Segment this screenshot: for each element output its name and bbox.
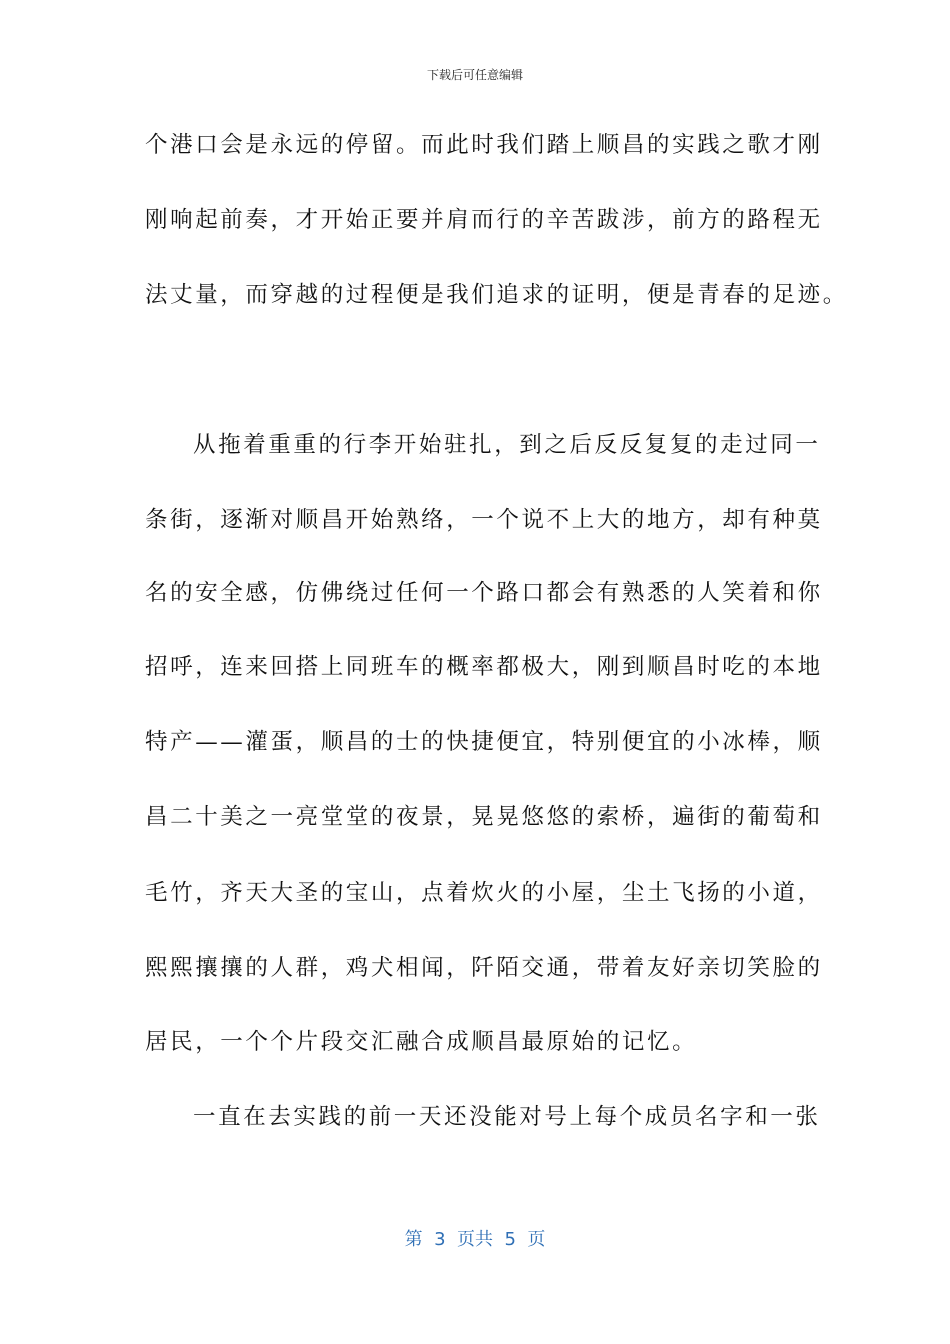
text-line: 法丈量，而穿越的过程便是我们追求的证明，便是青春的足迹。	[145, 282, 848, 308]
page-number-footer: 第 3 页共 5 页	[404, 1229, 546, 1250]
text-line: 熙熙攘攘的人群，鸡犬相闻，阡陌交通，带着友好亲切笑脸的	[145, 955, 823, 981]
text-line: 招呼，连来回搭上同班车的概率都极大，刚到顺昌时吃的本地	[145, 654, 823, 680]
text-line: 居民，一个个片段交汇融合成顺昌最原始的记忆。	[145, 1029, 698, 1055]
text-line: 个港口会是永远的停留。而此时我们踏上顺昌的实践之歌才刚	[145, 132, 823, 158]
text-line: 刚响起前奏，才开始正要并肩而行的辛苦跋涉，前方的路程无	[145, 207, 823, 233]
text-line: 名的安全感，仿佛绕过任何一个路口都会有熟悉的人笑着和你	[145, 580, 823, 606]
text-line: 条街，逐渐对顺昌开始熟络，一个说不上大的地方，却有种莫	[145, 507, 823, 533]
text-line: 昌二十美之一亮堂堂的夜景，晃晃悠悠的索桥，遍街的葡萄和	[145, 804, 823, 830]
text-line: 特产——灌蛋，顺昌的士的快捷便宜，特别便宜的小冰棒，顺	[145, 729, 823, 755]
text-line: 毛竹，齐天大圣的宝山，点着炊火的小屋，尘土飞扬的小道，	[145, 880, 823, 906]
paragraph-first-line: 一直在去实践的前一天还没能对号上每个成员名字和一张	[193, 1104, 821, 1130]
page-header-note: 下载后可任意编辑	[426, 68, 523, 82]
paragraph-first-line: 从拖着重重的行李开始驻扎，到之后反反复复的走过同一	[193, 432, 821, 458]
